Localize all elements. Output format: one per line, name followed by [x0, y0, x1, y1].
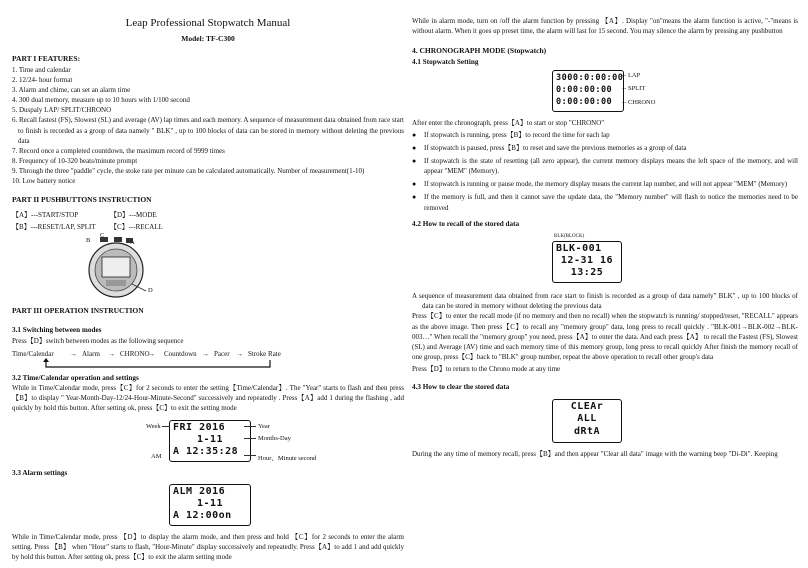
- stopwatch-illustration: [62, 234, 182, 302]
- flow-item: Alarm: [82, 349, 100, 358]
- part4-heading: 4. CHRONOGRAPH MODE (Stopwatch): [412, 46, 547, 56]
- alarm-lcd-figure: [12, 480, 404, 528]
- flow-item: Pacer: [214, 349, 230, 358]
- lcd-line: 3000:0:00:00: [556, 72, 624, 83]
- feature-item: 8. Frequency of 10-320 beats/minute prompt: [12, 156, 138, 165]
- lcd-line: CLEAr: [570, 400, 604, 412]
- flow-item: Countdown: [164, 349, 197, 358]
- section-4-1-intro: After enter the chronograph, press【A】to start or stop "CHRONO": [412, 118, 605, 127]
- label-split: -- SPLIT: [622, 84, 646, 92]
- label-lap: -- LAP: [622, 71, 641, 79]
- lcd-line: dRtA: [573, 425, 601, 437]
- button-a-legend: 【A】---START/STOP: [12, 211, 79, 220]
- lcd-line: 0:00:00:00: [556, 84, 613, 95]
- lcd-line: 13:25: [570, 267, 604, 279]
- label-hour-minute: Hour、Minute second: [258, 454, 317, 462]
- label-week: Week: [146, 422, 161, 430]
- model-number: Model: TF-C300: [181, 33, 235, 43]
- label-b: B: [86, 237, 91, 245]
- button-legend-row1: [12, 210, 404, 222]
- stopwatch-diagram: [12, 234, 404, 302]
- part2-heading: PART II PUSHBUTTONS INSTRUCTION: [12, 195, 152, 205]
- lcd-line: BLK-001: [556, 243, 602, 255]
- flow-item: Time/Calendar: [12, 349, 54, 358]
- left-column: [12, 0, 404, 562]
- mode-sequence-flow: [12, 349, 404, 371]
- lcd-line: A 12:35:28: [173, 445, 239, 457]
- button-d-legend: 【D】---MODE: [110, 211, 157, 220]
- manual-title: Leap Professional Stopwatch Manual: [125, 17, 291, 29]
- pointer-line: [244, 438, 256, 439]
- pointer-line: [244, 455, 256, 456]
- chrono-lcd: [552, 70, 624, 112]
- section-3-3-heading: 3.3 Alarm settings: [12, 468, 68, 477]
- button-legend-row2: [12, 222, 404, 234]
- lcd-line: 1-11: [196, 433, 224, 445]
- label-c: C: [100, 232, 105, 240]
- flow-item: CHRONO: [120, 349, 150, 358]
- section-4-3-text: During the any time of memory recall, press【B】and then appear "Clear all data" image with the warning beep "Di-Di". Keeping: [412, 449, 778, 458]
- feature-item: 3. Alarm and chime, can set an alarm time: [12, 85, 131, 94]
- right-column: [412, 0, 798, 459]
- feature-item: 1. Time and calendar: [12, 65, 71, 74]
- label-a: A: [130, 239, 135, 247]
- part1-heading: PART I FEATURES:: [12, 53, 81, 63]
- bullet-item: ● If the memory is full, and then it cannot save the update data, the "Memory number" will flash to notice the memories need to be removed: [412, 192, 798, 212]
- label-year: Year: [258, 422, 270, 430]
- section-3-2-heading: 3.2 Time/Calendar operation and settings: [12, 373, 139, 382]
- section-4-1-heading: 4.1 Stopwatch Setting: [412, 58, 479, 67]
- lcd-line: ALM 2016: [173, 486, 226, 497]
- alarm-toggle-text: While in alarm mode, turn on /off the alarm function by pressing 【A】. Display "on"means the alarm function is active, "-"means is without alarm. When it goes up preset time, the alarm will last for 15 second. You may silence the alarm by pressing any pushbutton: [412, 17, 798, 36]
- time-lcd-figure: [12, 420, 404, 466]
- alarm-lcd: [169, 484, 251, 526]
- pointer-line: [162, 426, 170, 427]
- lcd-line: FRI 2016: [173, 421, 226, 433]
- recall-lcd: [552, 241, 622, 283]
- feature-item: 10. Low battery notice: [12, 177, 76, 186]
- label-am: AM: [151, 452, 162, 460]
- chrono-bullet-list: [412, 130, 798, 213]
- section-3-3-text: While in Time/Calendar mode, press 【D】to display the alarm mode, and then press and hold 【C】for 2 seconds to enter the alarm setting. Press 【B】 when "Hour" starts to flash, "Hour-Minute" display successively and repeatedly. Press【A】to add 1 and add quickly by hold this button. After setting ok, press【C】to exit the alarm setting mode: [12, 533, 404, 562]
- lcd-line: ALL: [577, 413, 597, 425]
- section-3-2-text: While in Time/Calendar mode, press【C】for 2 seconds to enter the setting【Time/Calendar】. The "Year" starts to flash and then press【B】to display " Year-Month-Day-12/24-Hour-Minute-Second" successively and repeatedly . Press【A】add 1 during the flashing , add quickly by hold this button. After setting ok, press【C】to exit the setting mode: [12, 384, 404, 413]
- lcd-line: 1-11: [196, 498, 224, 509]
- section-4-2-p3: Press【D】to return to the Chrono mode at any time: [412, 365, 561, 374]
- time-calendar-lcd: [169, 420, 251, 462]
- flow-item: Stroke Rate: [248, 349, 281, 358]
- feature-item: 7. Record once a completed countdown, the maximum record of 9999 times: [12, 146, 225, 155]
- section-4-2-heading: 4.2 How to recall of the stored data: [412, 219, 520, 228]
- flow-arrow: →: [236, 349, 243, 358]
- feature-item: 2. 12/24- hour format: [12, 75, 73, 84]
- flow-arrow: →: [148, 349, 155, 358]
- chrono-lcd-figure: [412, 70, 798, 116]
- section-3-1-heading: 3.1 Switching between modes: [12, 326, 102, 335]
- label-months-day: Months-Day: [258, 434, 291, 442]
- feature-item: 4. 300 dual memory, measure up to 10 hours with 1/100 second: [12, 96, 190, 105]
- bullet-item: ● If stopwatch is running, press【B】to record the time for each lap: [412, 130, 798, 140]
- part3-heading: PART III OPERATION INSTRUCTION: [12, 306, 144, 316]
- recall-lcd-figure: [412, 233, 798, 291]
- clear-lcd: [552, 399, 622, 443]
- feature-item: 6. Recall fastest (FS), Slowest (SL) and average (AV) lap times and each memory. A sequence of measurement data obtained from race start to finish is recorded as a group of data namely " BLK" , up to 100 blocks of data can be stored in memory without deleting the previous data: [12, 116, 404, 145]
- lcd-line: 0:00:00:00: [556, 96, 613, 107]
- section-4-2-p2: Press【C】to enter the recall mode (if no memory and then no recall) when the stopwatch is running/ stopped/reset, "RECALL" appears as the above image. Then press【C】to recall any "memory group" data, long press to recall quickly . "BLK-001→BLK-002→BLK-003…" When recall the "memory group" you need, press【A】to enter the data. And each press【A】 to recall the Fastest (FS), Slowest (SL) and Average (AV) time and each memory time of this memory group, long press to recall quickly After finish the memory recall of one group, press【C】back to "BLK" group number, repeat the above operation to recall other group's data: [412, 312, 798, 361]
- flow-arrow: →: [70, 349, 77, 358]
- label-d: D: [148, 287, 153, 295]
- bullet-item: ● If stopwatch is running or pause mode, the memory display means the current lap number, and will not appear "MEM" (Memory): [412, 179, 798, 189]
- bullet-item: ● If stopwatch is the state of resetting (all zero appear), the current memory displays means the left space of the memory, and will appear "MEM" (Memory).: [412, 156, 798, 176]
- flow-arrow: →: [108, 349, 115, 358]
- section-4-2-p1: A sequence of measurement data obtained from race start to finish is recorded as a group of data namely" BLK" , up to 100 blocks of data can be stored in memory without deleting the previous data: [412, 292, 798, 311]
- section-4-3-heading: 4.3 How to clear the stored data: [412, 383, 510, 392]
- features-list: [12, 65, 404, 187]
- feature-item: 5. Duspaly LAP/ SPLIT/CHRONO: [12, 106, 112, 115]
- bullet-item: ● If stopwatch is paused, press【B】to reset and save the previous memories as a group of data: [412, 143, 798, 153]
- section-3-1-text: Press【D】switch between modes as the following sequence: [12, 336, 184, 345]
- clear-lcd-figure: [412, 399, 798, 449]
- lcd-line: A 12:00on: [173, 510, 232, 521]
- button-b-legend: 【B】---RESET/LAP, SPLIT: [12, 223, 96, 232]
- label-chrono: -- CHRONO: [622, 98, 656, 106]
- lcd-line: 12-31 16: [560, 255, 614, 267]
- feature-item: 9. Through the three "paddle" cycle, the stoke rate per minute can be calculated automatically. Number of measurement(1-10): [12, 167, 365, 176]
- pointer-line: [244, 426, 256, 427]
- flow-return-arrow: [40, 358, 280, 370]
- flow-arrow: →: [202, 349, 209, 358]
- blk-caption: BLK(BLOCK): [554, 234, 585, 240]
- button-c-legend: 【C】---RECALL: [110, 223, 163, 232]
